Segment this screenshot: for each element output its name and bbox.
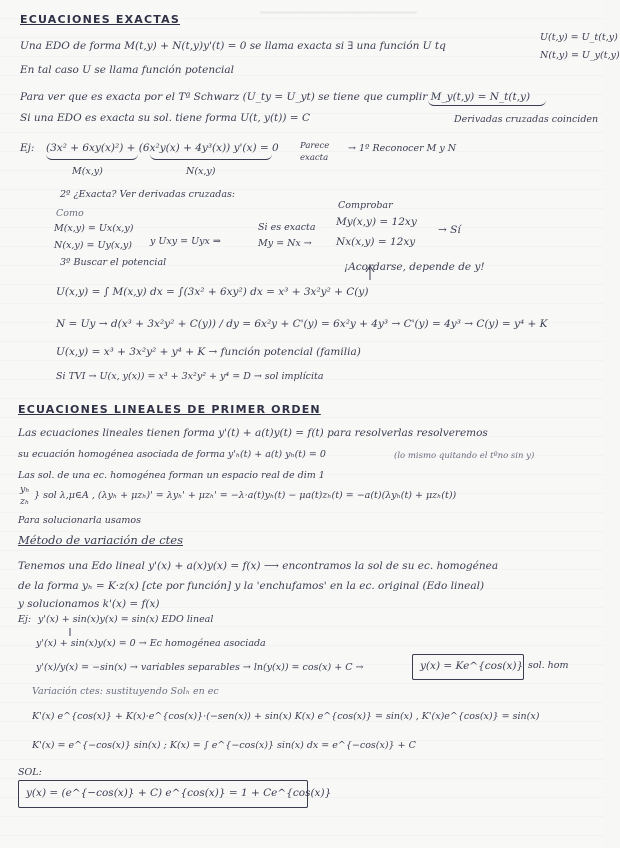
depends-on-y-note: ¡Acordarse, depende de y! xyxy=(344,261,485,273)
bleed-through-mark: ━━━━━━━━━━━━━━━━━━━━ xyxy=(260,6,417,21)
u-integral-line: U(x,y) = ∫ M(x,y) dx = ∫(3x² + 6xy²) dx = x³ + 3x²y² + C(y) xyxy=(56,286,369,298)
example-equation-1: (3x² + 6xy(x)²) + (6x²y(x) + 4y³(x)) y'(x) = 0 xyxy=(46,142,279,154)
como-eq-c: y Uxy = Uyx ⇒ xyxy=(150,236,221,247)
comprobar-label: Comprobar xyxy=(338,200,393,211)
como-eq-b: N(x,y) = Uy(x,y) xyxy=(54,240,132,251)
example-label-2: Ej: xyxy=(18,614,32,625)
exact-solution-form-line: Si una EDO es exacta su sol. tiene forma U(t, y(t)) = C xyxy=(20,112,310,124)
my-value: My(x,y) = 12xy xyxy=(336,216,417,228)
solution-label: SOL: xyxy=(18,767,42,778)
associated-homogeneous-line: y'(x) + sin(x)y(x) = 0 → Ec homogénea asociada xyxy=(36,638,266,649)
linear-combination-line: } sol λ,μ∈A , (λyₕ + μzₕ)' = λyₕ' + μzₕ' = −λ·a(t)yₕ(t) − μa(t)zₕ(t) = −a(t)(λyₕ(t) + μzₕ(t)) xyxy=(34,490,457,501)
step-1-recognize: → 1º Reconocer M y N xyxy=(348,143,457,154)
si-result: → Sí xyxy=(438,224,461,236)
section-title-lineales: ECUACIONES LINEALES DE PRIMER ORDEN xyxy=(18,403,321,416)
nx-value: Nx(x,y) = 12xy xyxy=(336,236,416,248)
dimension-line: Las sol. de una ec. homogénea forman un espacio real de dim 1 xyxy=(18,470,325,481)
yh-label: yₕ xyxy=(20,484,30,495)
homogeneous-line: su ecuación homogénea asociada de forma y'ₕ(t) + a(t) yₕ(t) = 0 xyxy=(18,449,326,460)
step-3-title: 3º Buscar el potencial xyxy=(60,257,167,268)
step-2-title: 2º ¿Exacta? Ver derivadas cruzadas: xyxy=(60,189,236,200)
variation-solve-line: y solucionamos k'(x) = f(x) xyxy=(18,598,160,610)
potential-family-line: U(x,y) = x³ + 3x²y² + y⁴ + K → función potencial (familia) xyxy=(56,346,361,358)
n-uy-line: N = Uy → d(x³ + 3x²y² + C(y)) / dy = 6x²y + C'(y) = 6x²y + 4y³ → C'(y) = 4y³ → C(y) = y⁴ + K xyxy=(56,318,548,330)
system-eq-b: N(t,y) = U_y(t,y) xyxy=(540,50,620,61)
system-eq-a: U(t,y) = U_t(t,y) xyxy=(540,32,618,43)
to-solve-line: Para solucionarla usamos xyxy=(18,515,141,526)
final-solution-text: y(x) = (e^{−cos(x)} + C) e^{cos(x)} = 1 + Ce^{cos(x)} xyxy=(26,787,332,799)
example-equation-2: y'(x) + sin(x)y(x) = sin(x) EDO lineal xyxy=(38,614,214,625)
como-eq-a: M(x,y) = Ux(x,y) xyxy=(54,223,134,234)
k-prime-line: K'(x) = e^{−cos(x)} sin(x) ; K(x) = ∫ e^{−cos(x)} sin(x) dx = e^{−cos(x)} + C xyxy=(32,740,416,751)
exact-definition-line: Una EDO de forma M(t,y) + N(t,y)y'(t) = 0 se llama exacta si ∃ una función U tq xyxy=(20,40,446,52)
section-title-variacion: Método de variación de ctes xyxy=(18,533,183,547)
schwarz-line: Para ver que es exacta por el Tª Schwarz (U_ty = U_yt) se tiene que cumplir M_y(t,y) = N_t(t,y) xyxy=(20,91,531,103)
variation-form-line: de la forma yₕ = K·z(x) [cte por función] y la 'enchufamos' en la ec. original (Edo lineal) xyxy=(18,580,485,592)
hom-solution-text: y(x) = Ke^{cos(x)} xyxy=(420,660,524,672)
section-title-exactas: ECUACIONES EXACTAS xyxy=(20,13,180,26)
homogeneous-note: (lo mismo quitando el tºno sin y) xyxy=(394,451,535,461)
hom-solution-label: sol. hom xyxy=(528,660,569,671)
constant-variation-line: Variación ctes: sustituyendo Solₕ en ec xyxy=(32,686,219,697)
zh-label: zₕ xyxy=(20,496,30,507)
como-label: Como xyxy=(56,208,84,219)
linear-form-line: Las ecuaciones lineales tienen forma y'(t) + a(t)y(t) = f(t) para resolverlas resolveremos xyxy=(18,427,488,439)
cross-derivatives-note: Derivadas cruzadas coinciden xyxy=(454,114,599,125)
potential-function-line: En tal caso U se llama función potencial xyxy=(20,64,234,76)
my-equals-nx: My = Nx → xyxy=(258,238,312,249)
si-es-exacta: Si es exacta xyxy=(258,222,316,233)
separable-line: y'(x)/y(x) = −sin(x) → variables separables → ln(y(x)) = cos(x) + C → xyxy=(36,662,364,673)
example-label-1: Ej: xyxy=(20,142,35,154)
n-label: N(x,y) xyxy=(186,166,216,177)
m-label: M(x,y) xyxy=(72,166,103,177)
seems-exact-note: Parece exacta xyxy=(300,141,330,163)
variation-intro-line: Tenemos una Edo lineal y'(x) + a(x)y(x) = f(x) ⟶ encontramos la sol de su ec. homogénea xyxy=(18,560,499,572)
substitution-line: K'(x) e^{cos(x)} + K(x)·e^{cos(x)}·(−sen(x)) + sin(x) K(x) e^{cos(x)} = sin(x) , K'(x)e^{cos(x)} = sin(x) xyxy=(32,711,540,722)
implicit-solution-line: Si TVI → U(x, y(x)) = x³ + 3x²y² + y⁴ = D → sol implícita xyxy=(56,371,324,382)
